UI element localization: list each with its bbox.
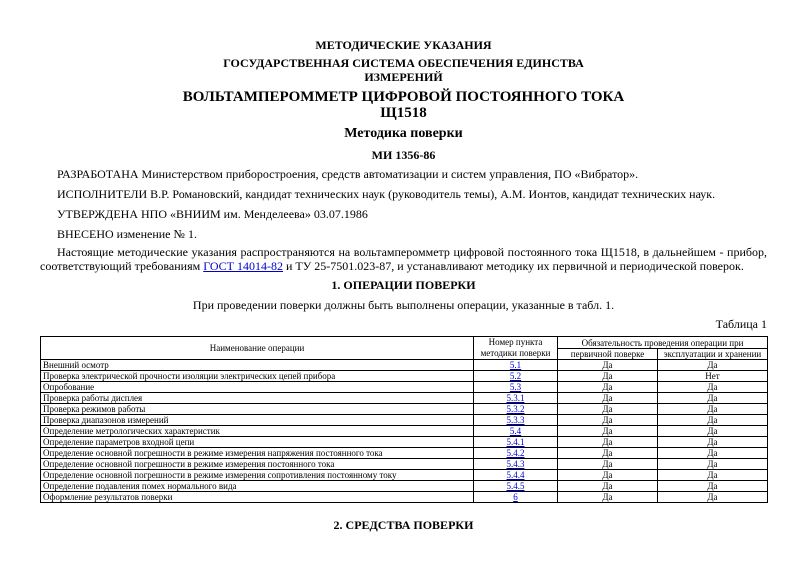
intro-line2 (40, 259, 767, 273)
clause-link[interactable]: 5.4.1 (506, 437, 525, 447)
intro-post: и ТУ 25-7501.023-87, и устанавливают методику их первичной и периодической поверок. (283, 259, 744, 273)
operation-check-cell: Да (658, 360, 768, 371)
clause-link[interactable]: 5.3 (509, 382, 522, 392)
clause-number-cell (474, 426, 558, 437)
doc-code: МИ 1356-86 (371, 148, 436, 162)
table-row (41, 382, 768, 393)
table-body (41, 360, 768, 503)
operation-name: Определение основной погрешности в режиме измерения постоянного тока (41, 459, 474, 470)
operation-check-cell: Да (658, 404, 768, 415)
primary-check-cell: Да (558, 382, 658, 393)
clause-number-cell (474, 393, 558, 404)
clause-number-cell (474, 360, 558, 371)
clause-link[interactable]: 5.4.3 (506, 459, 525, 469)
intro-line1: Настоящие методические указания распространяются на вольтамперомметр цифровой постоянного тока Щ1518, в дальнейшем - прибор, (57, 245, 767, 259)
table-row (41, 415, 768, 426)
clause-number-cell (474, 459, 558, 470)
operation-check-cell: Нет (658, 371, 768, 382)
intro-paragraph (40, 245, 767, 273)
doc-subtitle: Методика поверки (344, 126, 463, 141)
clause-link[interactable]: 5.3.2 (506, 404, 525, 414)
operation-name: Оформление результатов поверки (41, 492, 474, 503)
operations-table (40, 336, 768, 503)
operation-name: Определение параметров входной цепи (41, 437, 474, 448)
operation-check-cell: Да (658, 448, 768, 459)
operation-name: Проверка диапазонов измерений (41, 415, 474, 426)
clause-number-cell (474, 415, 558, 426)
device-title-line1: ВОЛЬТАМПЕРОММЕТР ЦИФРОВОЙ ПОСТОЯННОГО ТОКА (182, 89, 625, 105)
col-header-primary: первичной поверке (558, 349, 658, 360)
col-header-name: Наименование операции (41, 337, 474, 360)
section1-heading: 1. ОПЕРАЦИИ ПОВЕРКИ (331, 278, 476, 292)
col-header-obligation: Обязательность проведения операции при (558, 337, 768, 349)
system-title (0, 56, 807, 84)
col-header-number-line1: Номер пункта (488, 337, 543, 347)
table-row (41, 360, 768, 371)
primary-check-cell: Да (558, 404, 658, 415)
clause-number-cell (474, 481, 558, 492)
primary-check-cell: Да (558, 437, 658, 448)
gost-link[interactable]: ГОСТ 14014-82 (203, 259, 283, 273)
operation-name: Определение метрологических характеристик (41, 426, 474, 437)
operation-check-cell: Да (658, 470, 768, 481)
table-row (41, 426, 768, 437)
executors: ИСПОЛНИТЕЛИ В.Р. Романовский, кандидат технических наук (руководитель темы), А.М. Ионтов, кандидат технических наук. (57, 187, 716, 201)
operation-check-cell: Да (658, 459, 768, 470)
table-row (41, 404, 768, 415)
col-header-number (474, 337, 558, 360)
operation-check-cell: Да (658, 415, 768, 426)
system-title-line2: ИЗМЕРЕНИЙ (364, 70, 443, 84)
col-header-number-line2: методики поверки (480, 348, 551, 358)
section2-heading: 2. СРЕДСТВА ПОВЕРКИ (333, 518, 474, 532)
operation-name: Внешний осмотр (41, 360, 474, 371)
primary-check-cell: Да (558, 393, 658, 404)
clause-link[interactable]: 6 (513, 492, 518, 502)
table-row (41, 437, 768, 448)
operation-name: Определение основной погрешности в режиме измерения напряжения постоянного тока (41, 448, 474, 459)
device-title-line2: Щ1518 (380, 105, 427, 121)
operation-name: Проверка работы дисплея (41, 393, 474, 404)
clause-number-cell (474, 382, 558, 393)
operation-check-cell: Да (658, 492, 768, 503)
primary-check-cell: Да (558, 371, 658, 382)
clause-link[interactable]: 5.1 (509, 360, 522, 370)
operation-check-cell: Да (658, 437, 768, 448)
clause-link[interactable]: 5.4.5 (506, 481, 525, 491)
device-title (0, 89, 807, 121)
clause-number-cell (474, 470, 558, 481)
operation-name: Опробование (41, 382, 474, 393)
clause-number-cell (474, 404, 558, 415)
operation-name: Определение подавления помех нормального вида (41, 481, 474, 492)
clause-link[interactable]: 5.4 (509, 426, 522, 436)
approved-by: УТВЕРЖДЕНА НПО «ВНИИМ им. Менделеева» 03.07.1986 (57, 207, 368, 221)
clause-link[interactable]: 5.3.3 (506, 415, 525, 425)
operation-name: Определение основной погрешности в режиме измерения сопротивления постоянному току (41, 470, 474, 481)
table-row (41, 470, 768, 481)
clause-link[interactable]: 5.3.1 (506, 393, 525, 403)
table-row (41, 481, 768, 492)
clause-number-cell (474, 437, 558, 448)
developed-by: РАЗРАБОТАНА Министерством приборостроения, средств автоматизации и систем управления, ПО «Вибратор». (57, 167, 639, 181)
primary-check-cell: Да (558, 492, 658, 503)
table-row (41, 371, 768, 382)
table-row (41, 459, 768, 470)
clause-link[interactable]: 5.4.2 (506, 448, 525, 458)
table-row (41, 492, 768, 503)
intro-pre: соответствующий требованиям (40, 259, 204, 273)
primary-check-cell: Да (558, 360, 658, 371)
clause-number-cell (474, 492, 558, 503)
primary-check-cell: Да (558, 448, 658, 459)
operation-name: Проверка электрической прочности изоляции электрических цепей прибора (41, 371, 474, 382)
table-row (41, 393, 768, 404)
section1-text: При проведении поверки должны быть выполнены операции, указанные в табл. 1. (192, 298, 615, 312)
clause-link[interactable]: 5.4.4 (506, 470, 525, 480)
amendment: ВНЕСЕНО изменение № 1. (57, 227, 197, 241)
operation-check-cell: Да (658, 481, 768, 492)
col-header-operation: эксплуатации и хранении (658, 349, 768, 360)
table-label: Таблица 1 (715, 317, 767, 331)
primary-check-cell: Да (558, 415, 658, 426)
operation-name: Проверка режимов работы (41, 404, 474, 415)
clause-link[interactable]: 5.2 (509, 371, 522, 381)
system-title-line1: ГОСУДАРСТВЕННАЯ СИСТЕМА ОБЕСПЕЧЕНИЯ ЕДИНСТВА (223, 56, 584, 70)
clause-number-cell (474, 448, 558, 459)
primary-check-cell: Да (558, 481, 658, 492)
operation-check-cell: Да (658, 426, 768, 437)
primary-check-cell: Да (558, 426, 658, 437)
primary-check-cell: Да (558, 459, 658, 470)
primary-check-cell: Да (558, 470, 658, 481)
clause-number-cell (474, 371, 558, 382)
operation-check-cell: Да (658, 382, 768, 393)
operation-check-cell: Да (658, 393, 768, 404)
table-row (41, 448, 768, 459)
doc-type-title: МЕТОДИЧЕСКИЕ УКАЗАНИЯ (315, 38, 492, 52)
